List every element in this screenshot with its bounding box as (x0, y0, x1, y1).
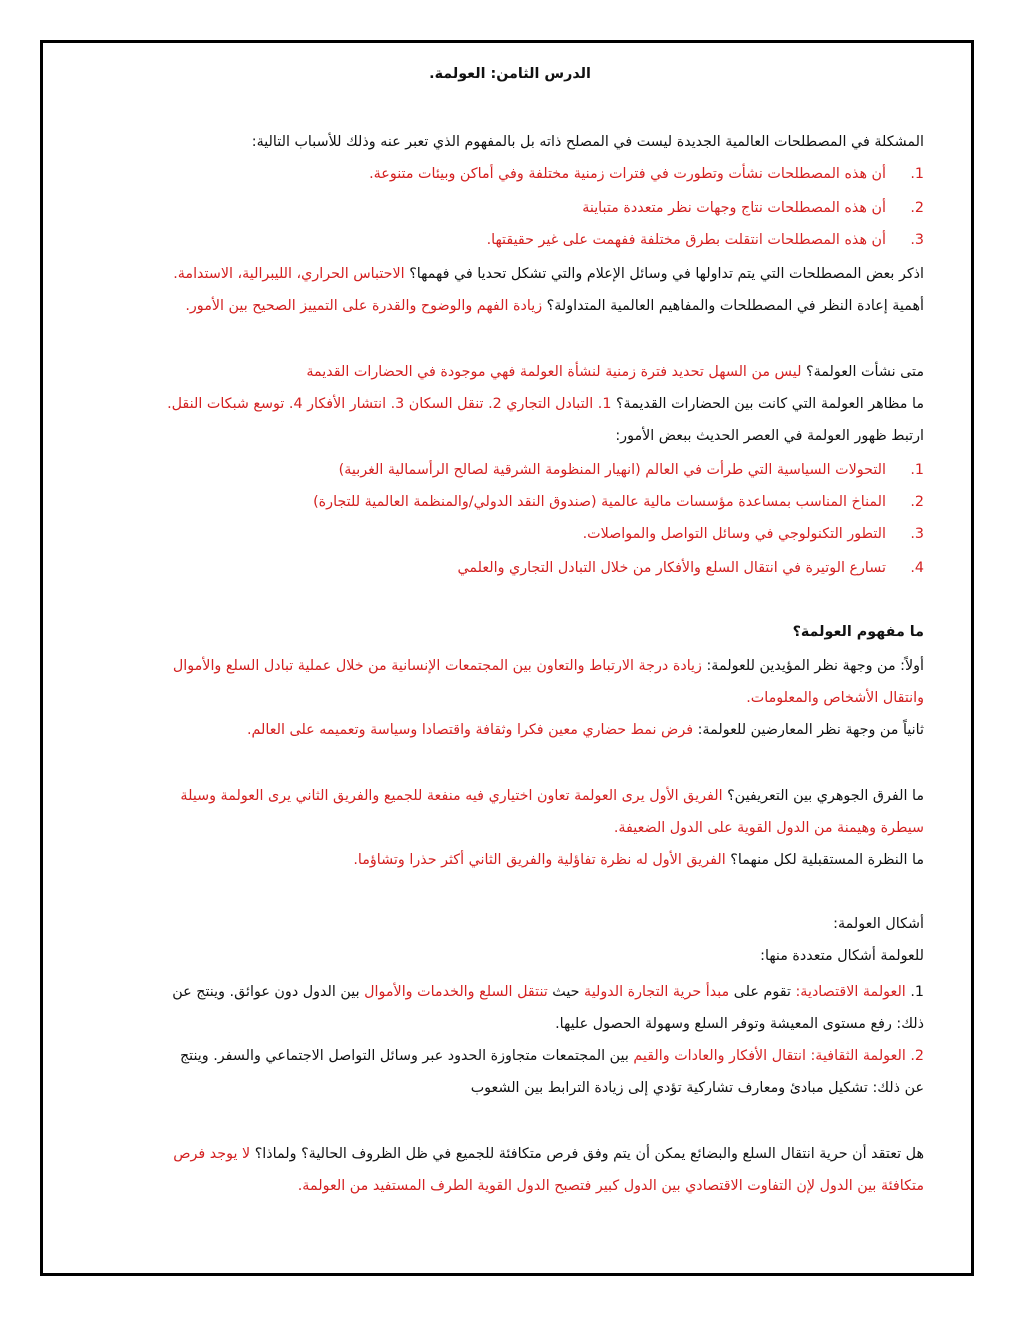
form-text: بين الدول دون عوائق. وينتج عن (172, 984, 360, 1000)
reason-number: 1. (910, 166, 924, 182)
question-origin (100, 362, 924, 382)
answer-text: زيادة درجة الارتباط والتعاون بين المجتمعات الإنسانية من خلال عملية تبادل السلع والأموال (172, 658, 702, 674)
modern-number: 2. (910, 494, 924, 510)
reason-text: أن هذه المصطلحات انتقلت بطرق مختلفة ففهمت على غير حقيقتها. (486, 232, 886, 248)
question-text: ما مظاهر العولمة التي كانت بين الحضارات القديمة؟ (615, 396, 924, 412)
form-highlight: مبدأ حرية التجارة الدولية (584, 984, 730, 1000)
question-importance (100, 296, 924, 316)
answer-text: الفريق الأول له نظرة تفاؤلية والفريق الثاني أكثر حذرا وتشاؤما. (353, 852, 726, 868)
reason-item (100, 164, 924, 184)
form-highlight: تنتقل السلع والخدمات والأموال (364, 984, 548, 1000)
modern-text: تسارع الوتيرة في انتقال السلع والأفكار من خلال التبادل التجاري والعلمي (457, 560, 886, 576)
modern-intro: ارتبط ظهور العولمة في العصر الحديث ببعض الأمور: (615, 428, 924, 444)
reason-number: 3. (910, 232, 924, 248)
modern-item (100, 460, 924, 480)
reason-number: 2. (910, 200, 924, 216)
modern-number: 4. (910, 560, 924, 576)
form-number: 1. (910, 984, 924, 1000)
question-text: ثانياً من وجهة نظر المعارضين للعولمة: (697, 722, 924, 738)
modern-text: التحولات السياسية التي طرأت في العالم (انهيار المنظومة الشرقية لصالح الرأسمالية الغربية) (338, 462, 886, 478)
form-text: حيث (552, 984, 580, 1000)
answer-text: ليس من السهل تحديد فترة زمنية لنشأة العولمة فهي موجودة في الحضارات القديمة (306, 364, 802, 380)
concept-heading: ما مفهوم العولمة؟ (792, 624, 924, 640)
answer-text: الاحتباس الحراري، الليبرالية، الاستدامة. (173, 266, 405, 282)
final-question (100, 1144, 924, 1164)
modern-number: 3. (910, 526, 924, 542)
forms-intro: للعولمة أشكال متعددة منها: (760, 948, 924, 964)
concept-supporters (100, 656, 924, 676)
question-text: اذكر بعض المصطلحات التي يتم تداولها في وسائل الإعلام والتي تشكل تحديا في فهمها؟ (409, 266, 924, 282)
question-text: ما النظرة المستقبلية لكل منهما؟ (730, 852, 924, 868)
form-name: العولمة الثقافية: انتقال الأفكار والعادات والقيم (633, 1048, 906, 1064)
answer-text: فرض نمط حضاري معين فكرا وثقافة واقتصادا وسياسة وتعميمه على العالم. (246, 722, 694, 738)
question-text: أولاً: من وجهة نظر المؤيدين للعولمة: (706, 658, 924, 674)
answer-continuation: متكافئة بين الدول لإن التفاوت الاقتصادي بين الدول كبير فتصبح الدول القوية الطرف المستفيد من العولمة. (297, 1178, 924, 1194)
question-difference (100, 786, 924, 806)
modern-text: التطور التكنولوجي في وسائل التواصل والمواصلات. (582, 526, 886, 542)
form-result: ذلك: رفع مستوى المعيشة وتوفر السلع وسهولة الحصول عليها. (555, 1016, 924, 1032)
concept-opponents (100, 720, 924, 740)
modern-item (100, 558, 924, 578)
form-economic (100, 982, 924, 1002)
question-ancient (100, 394, 924, 414)
question-text: أهمية إعادة النظر في المصطلحات والمفاهيم العالمية المتداولة؟ (546, 298, 924, 314)
question-text: متى نشأت العولمة؟ (805, 364, 924, 380)
answer-text: 1. التبادل التجاري 2. تنقل السكان 3. انتشار الأفكار 4. توسع شبكات النقل. (167, 396, 612, 412)
question-future (100, 850, 924, 870)
question-text: ما الفرق الجوهري بين التعريفين؟ (727, 788, 924, 804)
form-text: تقوم على (733, 984, 791, 1000)
answer-text: الفريق الأول يرى العولمة تعاون اختياري فيه منفعة للجميع والفريق الثاني يرى العولمة وسيلة (180, 788, 723, 804)
form-number: 2. (910, 1048, 924, 1064)
modern-item (100, 492, 924, 512)
reason-text: أن هذه المصطلحات نتاج وجهات نظر متعددة متباينة (582, 200, 886, 216)
form-result: عن ذلك: تشكيل مبادئ ومعارف تشاركية تؤدي إلى زيادة الترابط بين الشعوب (470, 1080, 924, 1096)
answer-continuation: وانتقال الأشخاص والمعلومات. (746, 690, 924, 706)
reason-item (100, 198, 924, 218)
answer-continuation: سيطرة وهيمنة من الدول القوية على الدول الضعيفة. (613, 820, 924, 836)
question-terms (100, 264, 924, 284)
intro-text: المشكلة في المصطلحات العالمية الجديدة ليست في المصلح ذاته بل بالمفهوم الذي تعبر عنه وذلك للأسباب التالية: (251, 134, 924, 150)
form-cultural (100, 1046, 924, 1066)
modern-item (100, 524, 924, 544)
answer-text: زيادة الفهم والوضوح والقدرة على التمييز الصحيح بين الأمور. (185, 298, 543, 314)
forms-heading: أشكال العولمة: (833, 916, 924, 932)
lesson-title: الدرس الثامن: العولمة. (429, 66, 591, 82)
question-text: هل تعتقد أن حرية انتقال السلع والبضائع يمكن أن يتم وفق فرص متكافئة للجميع في ظل الظروف الحالية؟ ولماذا؟ (254, 1146, 924, 1162)
modern-number: 1. (910, 462, 924, 478)
answer-text: لا يوجد فرص (173, 1146, 251, 1162)
form-name: العولمة الاقتصادية: (795, 984, 906, 1000)
reason-item (100, 230, 924, 250)
reason-text: أن هذه المصطلحات نشأت وتطورت في فترات زمنية مختلفة وفي أماكن وبيئات متنوعة. (369, 166, 886, 182)
modern-text: المناخ المناسب بمساعدة مؤسسات مالية عالمية (صندوق النقد الدولي/والمنظمة العالمية للتجارة) (313, 494, 886, 510)
form-text: بين المجتمعات متجاوزة الحدود عبر وسائل التواصل الاجتماعي والسفر. وينتج (179, 1048, 629, 1064)
